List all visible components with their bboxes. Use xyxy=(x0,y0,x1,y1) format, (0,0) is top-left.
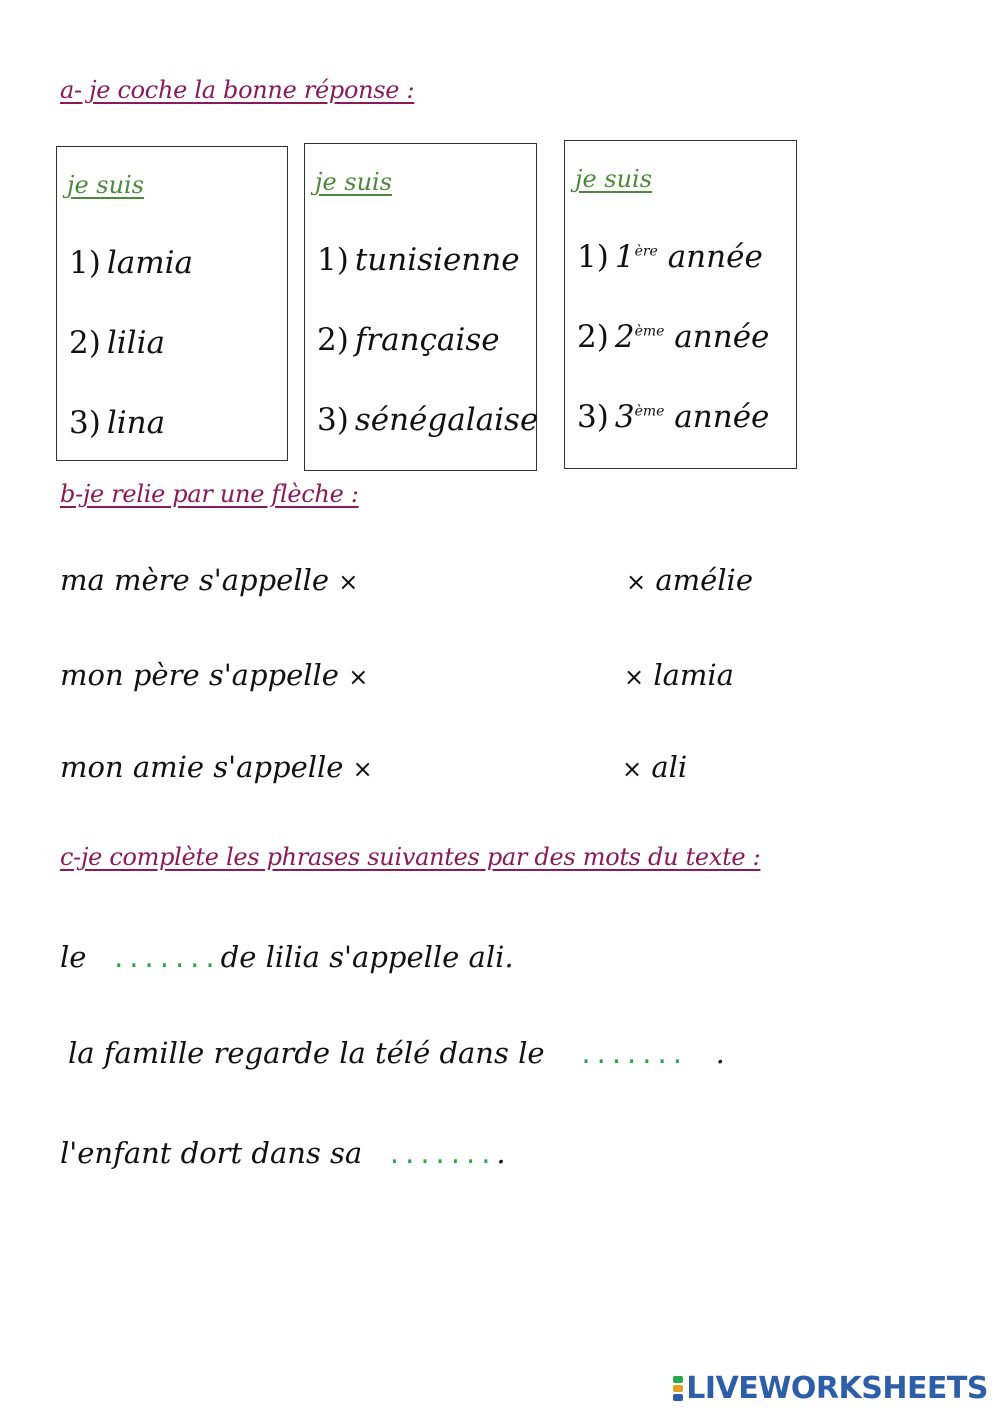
blank-input[interactable]: ....... xyxy=(581,1036,688,1070)
option-1[interactable]: 1) 1ère année xyxy=(577,239,763,275)
match-point[interactable]: × xyxy=(348,663,369,691)
blank-input[interactable]: ....... xyxy=(389,1136,497,1170)
match-point[interactable]: × xyxy=(624,663,645,691)
answer-box-name xyxy=(56,146,288,461)
option-1[interactable]: 1) tunisienne xyxy=(317,242,520,278)
option-2[interactable]: 2) 2ème année xyxy=(577,319,770,355)
match-point[interactable]: × xyxy=(352,755,373,783)
match-left-item: mon père s'appelle × xyxy=(60,658,369,692)
sentence-2: la famille regarde la télé dans le ....... . xyxy=(68,1036,725,1070)
logo-mark-icon xyxy=(673,1375,683,1402)
answer-box-grade xyxy=(564,140,797,469)
option-3[interactable]: 3) sénégalaise xyxy=(317,402,539,438)
sentence-3: l'enfant dort dans sa ........ xyxy=(60,1136,506,1170)
option-1[interactable]: 1) lamia xyxy=(69,245,194,281)
match-point[interactable]: × xyxy=(622,755,643,783)
match-point[interactable]: × xyxy=(626,568,647,596)
option-3[interactable]: 3) lina xyxy=(69,405,166,441)
option-2[interactable]: 2) française xyxy=(317,322,500,358)
match-right-item: × amélie xyxy=(626,563,753,597)
match-left-item: ma mère s'appelle × xyxy=(60,563,359,597)
box-title: je suis xyxy=(67,171,145,199)
answer-box-nationality xyxy=(304,143,537,471)
match-point[interactable]: × xyxy=(338,568,359,596)
option-2[interactable]: 2) lilia xyxy=(69,325,165,361)
match-right-item: × lamia xyxy=(624,658,734,692)
liveworksheets-logo: LIVEWORKSHEETS xyxy=(673,1371,988,1406)
option-3[interactable]: 3) 3ème année xyxy=(577,399,770,435)
blank-input[interactable]: ....... xyxy=(114,940,221,974)
match-left-item: mon amie s'appelle × xyxy=(60,750,373,784)
box-title: je suis xyxy=(315,168,393,196)
match-right-item: × ali xyxy=(622,750,688,784)
section-a-heading: a- je coche la bonne réponse : xyxy=(60,76,415,104)
section-c-heading: c-je complète les phrases suivantes par des mots du texte : xyxy=(60,843,761,871)
sentence-1: le .......de lilia s'appelle ali. xyxy=(60,940,514,974)
box-title: je suis xyxy=(575,165,653,193)
section-b-heading: b-je relie par une flèche : xyxy=(60,480,359,508)
